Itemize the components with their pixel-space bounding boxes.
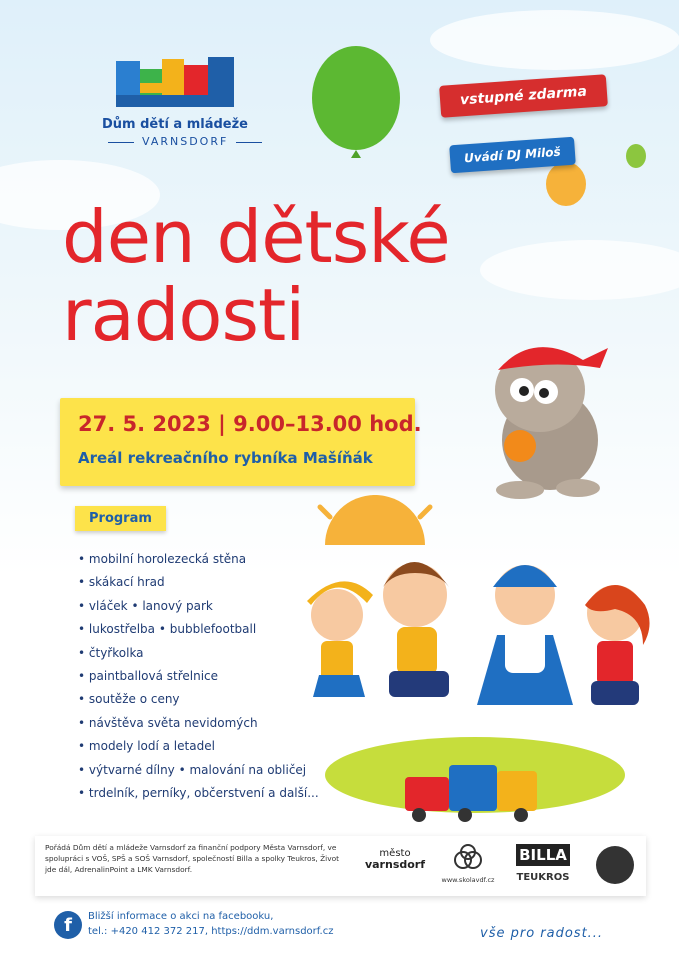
organizer-logo [100, 55, 250, 148]
program-item: • trdelník, perníky, občerstvení a další... [78, 786, 319, 809]
sponsor-text: Pořádá Dům dětí a mládeže Varnsdorf za finanční podpory Města Varnsdorf, ve spolupráci s VOŠ, SPŠ a SOŠ Varnsdorf, společností Billa a spolky Teukros, Život jde dál, AdrenalinPoint a LMK Varnsdorf. [45, 843, 340, 874]
program-item: • vláček • lanový park [78, 599, 319, 622]
dj-tag: Uvádí DJ Miloš [449, 137, 575, 174]
partner-logo [596, 846, 634, 884]
program-item: • skákací hrad [78, 575, 319, 598]
facebook-icon[interactable]: f [54, 911, 82, 939]
cloud [480, 240, 679, 300]
town-logo-top: město [379, 848, 411, 859]
contact-line-2[interactable]: tel.: +420 412 372 217, https://ddm.varnsdorf.cz [88, 926, 334, 937]
children-illustration [285, 495, 675, 825]
program-item: • čtyřkolka [78, 646, 319, 669]
mascot-illustration [480, 320, 610, 500]
event-place: Areál rekreačního rybníka Mašíňák [78, 449, 373, 467]
logo-blocks [116, 55, 234, 113]
program-item: • lukostřelba • bubblefootball [78, 622, 319, 645]
town-logo [360, 848, 430, 870]
program-list [78, 552, 319, 809]
program-item: • modely lodí a letadel [78, 739, 319, 762]
event-date-time: 27. 5. 2023 | 9.00–13.00 hod. [78, 412, 422, 436]
logo-city: VARNSDORF [100, 135, 250, 148]
program-item: • paintballová střelnice [78, 669, 319, 692]
cloud [430, 10, 679, 70]
slogan: vše pro radost... [480, 926, 604, 941]
contact-info [88, 909, 333, 939]
free-entry-tag: vstupné zdarma [439, 74, 608, 118]
teukros-logo: TEUKROS [516, 872, 570, 883]
green-balloon [300, 40, 410, 170]
program-item: • mobilní horolezecká stěna [78, 552, 319, 575]
program-label: Program [75, 506, 166, 531]
program-item: • výtvarné dílny • malování na obličej [78, 763, 319, 786]
school-logo-url: www.skolavdf.cz [441, 876, 495, 884]
title-line-2: radosti [62, 273, 305, 357]
title-line-1: den dětské [62, 195, 450, 279]
town-logo-bottom: varnsdorf [364, 858, 426, 871]
billa-logo: BILLA [516, 844, 570, 866]
school-rings-icon [453, 844, 483, 872]
school-logo [436, 844, 500, 884]
event-title [62, 195, 450, 357]
contact-line-1: Bližší informace o akci na facebooku, [88, 911, 274, 922]
logo-name: Dům dětí a mládeže [101, 117, 248, 132]
program-item: • návštěva světa nevidomých [78, 716, 319, 739]
program-item: • soutěže o ceny [78, 692, 319, 715]
